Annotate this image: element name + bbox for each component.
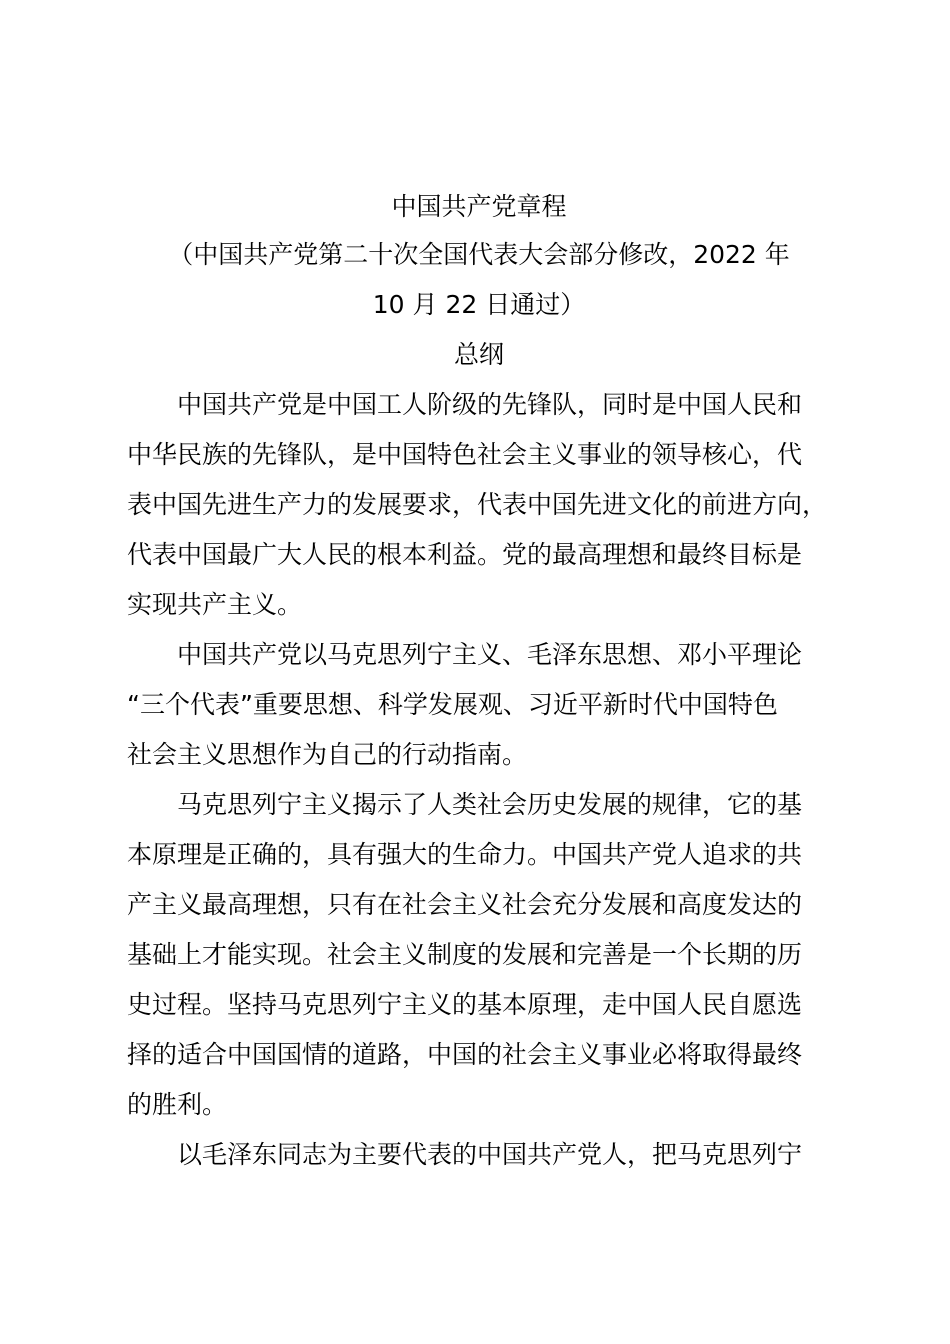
- document-body: [127, 184, 831, 1180]
- paragraph-line: 的胜利。: [127, 1090, 228, 1119]
- paragraph: [127, 780, 831, 1130]
- paragraph-line: 代表中国最广大人民的根本利益。党的最高理想和最终目标是: [127, 540, 803, 569]
- paragraph-line: 本原理是正确的，具有强大的生命力。中国共产党人追求的共: [127, 840, 803, 869]
- paragraph-line: 中国共产党以马克思列宁主义、毛泽东思想、邓小平理论: [177, 640, 803, 669]
- paragraph-line: 基础上才能实现。社会主义制度的发展和完善是一个长期的历: [127, 940, 803, 969]
- paragraph-line: 表中国先进生产力的发展要求，代表中国先进文化的前进方向，: [127, 490, 828, 519]
- paragraph-line: 以毛泽东同志为主要代表的中国共产党人，把马克思列宁: [177, 1140, 803, 1169]
- paragraph-line: 实现共产主义。: [127, 590, 303, 619]
- paragraph-line: 择的适合中国国情的道路，中国的社会主义事业必将取得最终: [127, 1040, 803, 1069]
- paragraph-line: 马克思列宁主义揭示了人类社会历史发展的规律，它的基: [177, 790, 803, 819]
- document-title: 中国共产党章程: [391, 192, 567, 221]
- subtitle-line: 10 月 22 日通过）: [372, 290, 586, 319]
- paragraph: [127, 1130, 831, 1180]
- paragraph-line: 中国共产党是中国工人阶级的先锋队，同时是中国人民和: [177, 390, 803, 419]
- paragraph-line: 产主义最高理想，只有在社会主义社会充分发展和高度发达的: [127, 890, 803, 919]
- paragraph-line: 社会主义思想作为自己的行动指南。: [127, 740, 528, 769]
- paragraph: [127, 380, 831, 630]
- document-subtitle: [127, 230, 831, 330]
- section-heading: 总纲: [453, 340, 504, 369]
- subtitle-line: （中国共产党第二十次全国代表大会部分修改，2022 年: [168, 240, 790, 269]
- paragraph-line: 史过程。坚持马克思列宁主义的基本原理，走中国人民自愿选: [127, 990, 803, 1019]
- paragraph-line: “三个代表”重要思想、科学发展观、习近平新时代中国特色: [127, 690, 778, 719]
- paragraph-line: 中华民族的先锋队，是中国特色社会主义事业的领导核心，代: [127, 440, 803, 469]
- paragraph: [127, 630, 831, 780]
